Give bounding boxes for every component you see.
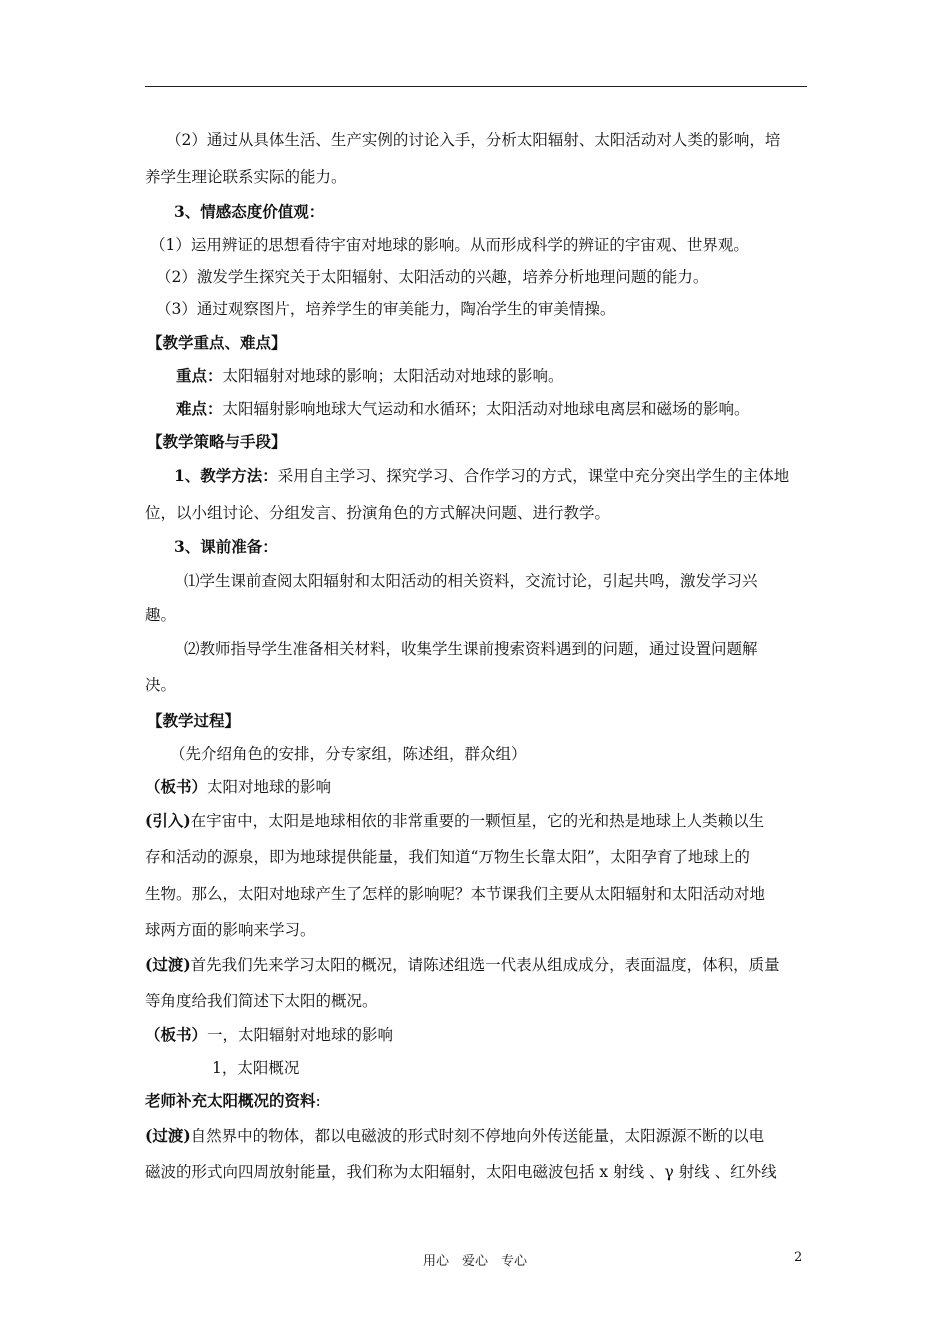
label-banshu: （板书） [145,777,208,796]
text-line: ⑵教师指导学生准备相关材料，收集学生课前搜索资料遇到的问题，通过设置问题解 [184,640,758,658]
section-heading: 3、情感态度价值观： [174,202,325,221]
label-method: 1、教学方法： [174,466,278,485]
text-line: ⑴学生课前查阅太阳辐射和太阳活动的相关资料，交流讨论，引起共鸣，激发学习兴 [184,572,758,590]
text-line: （3）通过观察图片，培养学生的审美能力，陶冶学生的审美情操。 [156,300,616,318]
text-line: （板书）太阳对地球的影响 [145,777,332,796]
text-line: (过渡)自然界中的物体，都以电磁波的形式时刻不停地向外传送能量，太阳源源不断的以电 [145,1126,765,1145]
page-number: 2 [794,1250,803,1265]
text-line: 磁波的形式向四周放射能量，我们称为太阳辐射，太阳电磁波包括 x 射线 、γ 射线 、红外线 [145,1163,777,1181]
text-line: 养学生理论联系实际的能力。 [145,168,347,186]
section-heading: 3、课前准备： [174,537,278,556]
text-line: 决。 [145,676,177,694]
text-line: 1、教学方法：采用自主学习、探究学习、合作学习的方式，课堂中充分突出学生的主体地 [174,466,790,485]
text-line: 重点：太阳辐射对地球的影响；太阳活动对地球的影响。 [176,366,564,385]
text-line: 球两方面的影响来学习。 [145,921,316,939]
text-line: 趣。 [145,606,177,624]
text-line: 1，太阳概况 [212,1059,300,1077]
text-line: 存和活动的源泉，即为地球提供能量，我们知道“万物生长靠太阳”，太阳孕育了地球上的 [145,848,750,866]
text-line: （2）激发学生探究关于太阳辐射、太阳活动的兴趣，培养分析地理问题的能力。 [156,268,709,286]
text-line: 位，以小组讨论、分组发言、扮演角色的方式解决问题、进行教学。 [145,504,611,522]
label-guodu: (过渡) [145,1126,191,1145]
label-banshu: （板书） [145,1025,208,1044]
text-line: (引入)在宇宙中，太阳是地球相依的非常重要的一颗恒星，它的光和热是地球上人类赖以生 [145,811,765,830]
label-zhongdian: 重点： [176,366,223,385]
section-heading: 【教学重点、难点】 [147,333,287,352]
text-line: 老师补充太阳概况的资料: [145,1091,321,1110]
text-line: 难点：太阳辐射影响地球大气运动和水循环；太阳活动对地球电离层和磁场的影响。 [176,399,750,418]
section-heading: 【教学策略与手段】 [147,432,287,451]
text-line: (过渡)首先我们先来学习太阳的概况，请陈述组选一代表从组成成分，表面温度，体积，质量 [145,955,780,974]
footer-motto: 用心 爱心 专心 [422,1254,527,1269]
section-heading: 【教学过程】 [147,711,241,730]
text-line: （1）运用辨证的思想看待宇宙对地球的影响。从而形成科学的辨证的宇宙观、世界观。 [150,236,749,254]
label-nandian: 难点： [176,399,223,418]
header-rule [145,86,807,87]
text-line: 等角度给我们简述下太阳的概况。 [145,992,378,1010]
label-yinru: (引入) [145,811,191,830]
text-line: （2）通过从具体生活、生产实例的讨论入手，分析太阳辐射、太阳活动对人类的影响，培 [166,131,781,149]
label-guodu: (过渡) [145,955,191,974]
text-line: 生物。那么，太阳对地球产生了怎样的影响呢？本节课我们主要从太阳辐射和太阳活动对地 [145,885,766,903]
text-line: （先介绍角色的安排，分专家组，陈述组，群众组） [170,745,527,763]
text-line: （板书）一，太阳辐射对地球的影响 [145,1025,394,1044]
